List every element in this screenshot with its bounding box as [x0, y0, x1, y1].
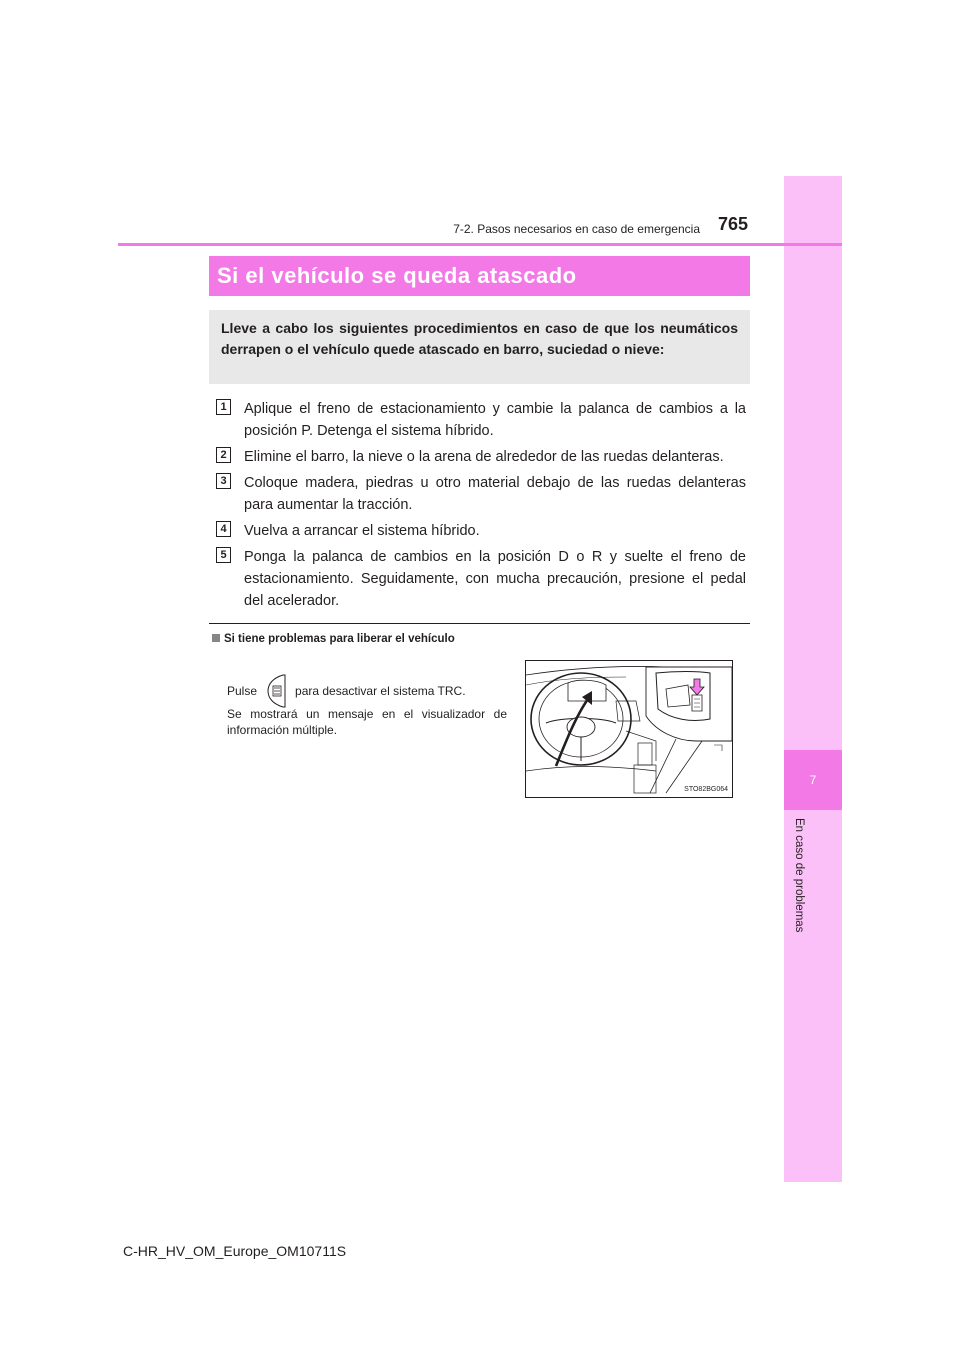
pulse-text-before: Pulse: [227, 684, 258, 698]
pulse-instruction: [227, 674, 466, 708]
chapter-title: En caso de problemas: [793, 818, 805, 933]
step-text: Vuelva a arrancar el sistema híbrido.: [244, 523, 480, 539]
steering-wheel-illustration: [526, 661, 732, 797]
step-number-badge: 1: [216, 399, 231, 415]
section-title-bar: [209, 256, 750, 296]
step-number-badge: 3: [216, 473, 231, 489]
section-label: 7-2. Pasos necesarios en caso de emergencia: [453, 222, 700, 236]
section-title: Si el vehículo se queda atascado: [217, 263, 577, 288]
step-item: [216, 472, 746, 516]
steps-list: [216, 398, 746, 616]
page-number: 765: [718, 214, 749, 234]
document-footer-id: C-HR_HV_OM_Europe_OM10711S: [123, 1243, 347, 1259]
step-item: [216, 398, 746, 442]
step-text: Ponga la palanca de cambios en la posición D o R y suelte el freno de estacionamiento. Seguidamente, con mucha precaución, presione el pedal del acelerador.: [244, 549, 746, 609]
chapter-number: 7: [809, 773, 817, 787]
trc-off-icon: [265, 674, 287, 708]
chapter-side-tab: [784, 176, 842, 1182]
chapter-number-box: [784, 750, 842, 810]
square-bullet-icon: [212, 634, 220, 642]
step-number-badge: 4: [216, 521, 231, 537]
intro-box: [209, 310, 750, 384]
step-item: [216, 520, 746, 542]
subsection-heading-text: Si tiene problemas para liberar el vehículo: [224, 633, 455, 645]
step-item: [216, 446, 746, 468]
pulse-text-after: para desactivar el sistema TRC.: [295, 684, 466, 698]
step-text: Elimine el barro, la nieve o la arena de alrededor de las ruedas delanteras.: [244, 449, 724, 465]
step-number-badge: 2: [216, 447, 231, 463]
figure-code: STO82BG064: [684, 786, 728, 793]
intro-text: Lleve a cabo los siguientes procedimientos en caso de que los neumáticos derrapen o el vehículo quede atascado en barro, suciedad o nieve:: [221, 320, 738, 357]
dashboard-illustration: [525, 660, 733, 798]
header-rule: [118, 243, 842, 246]
step-item: [216, 546, 746, 612]
display-message-note: Se mostrará un mensaje en el visualizador de información múltiple.: [227, 707, 507, 737]
step-number-badge: 5: [216, 547, 231, 563]
subsection-heading: [212, 633, 455, 645]
step-text: Coloque madera, piedras u otro material debajo de las ruedas delanteras para aumentar la tracción.: [244, 475, 746, 513]
section-separator: [209, 623, 750, 624]
step-text: Aplique el freno de estacionamiento y cambie la palanca de cambios a la posición P. Detenga el sistema híbrido.: [244, 401, 746, 439]
